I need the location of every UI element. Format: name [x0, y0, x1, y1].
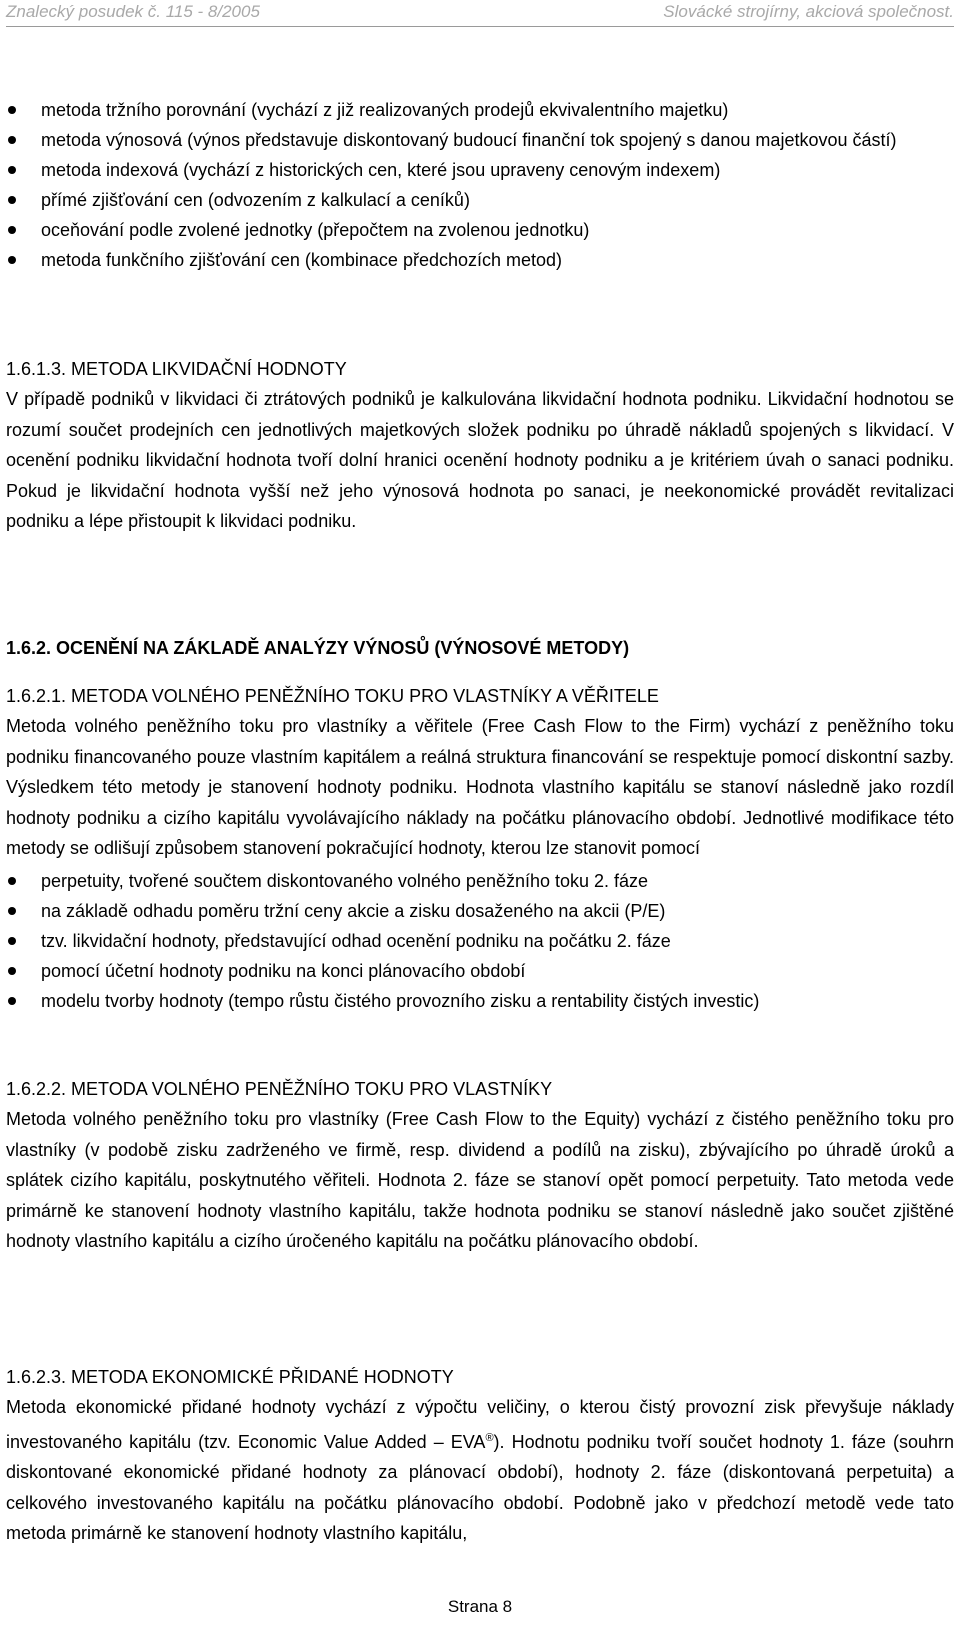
list-item: přímé zjišťování cen (odvozením z kalkulací a ceníků) — [6, 185, 954, 215]
list-item: perpetuity, tvořené součtem diskontovaného volného peněžního toku 2. fáze — [6, 866, 954, 896]
list-item: modelu tvorby hodnoty (tempo růstu čistého provozního zisku a rentability čistých investic) — [6, 986, 954, 1016]
paragraph-text: Metoda ekonomické přidané hodnoty vychází z výpočtu veličiny, o kterou čistý provozní zisk převyšuje náklady investovaného kapitálu (tzv. Economic Value Added – EVA — [6, 1397, 954, 1452]
page-number: Strana 8 — [447, 1597, 513, 1616]
page-footer — [0, 1597, 960, 1617]
section-1621 — [6, 681, 954, 1016]
header-document-title: Znalecký posudek č. 115 - 8/2005 — [6, 2, 260, 21]
list-item: tzv. likvidační hodnoty, představující odhad ocenění podniku na počátku 2. fáze — [6, 926, 954, 956]
section-heading-bold: 1.6.2. OCENĚNÍ NA ZÁKLADĚ ANALÝZY VÝNOSŮ (VÝNOSOVÉ METODY) — [6, 638, 630, 658]
list-item: pomocí účetní hodnoty podniku na konci plánovacího období — [6, 956, 954, 986]
list-item: oceňování podle zvolené jednotky (přepočtem na zvolenou jednotku) — [6, 215, 954, 245]
section-paragraph: Metoda volného peněžního toku pro vlastníky a věřitele (Free Cash Flow to the Firm) vychází z peněžního toku podniku financovaného pouze vlastním kapitálem a reálná struktura financování se respektuje pomocí diskontní sazby. Výsledkem této metody je stanovení hodnoty podniku. Hodnota vlastního kapitálu se stanoví následně jako rozdíl hodnoty podniku a cizího kapitálu vyvolávajícího náklady na počátku plánovacího období. Jednotlivé modifikace této metody se odlišují způsobem stanovení pokračující hodnoty, kterou lze stanovit pomocí — [6, 716, 954, 858]
list-item: metoda výnosová (výnos představuje diskontovaný budoucí finanční tok spojený s danou majetkovou částí) — [6, 125, 954, 155]
section-paragraph: V případě podniků v likvidaci či ztrátových podniků je kalkulována likvidační hodnota podniku. Likvidační hodnotou se rozumí součet prodejních cen jednotlivých majetkových složek podniku po úhradě nákladů spojených s likvidací. V ocenění podniku likvidační hodnota tvoří dolní hranici ocenění hodnoty podniku a je kritériem úvah o sanaci podniku. Pokud je likvidační hodnota vyšší než jeho výnosová hodnota po sanaci, je neekonomické provádět revitalizaci podniku a lépe přistoupit k likvidaci podniku. — [6, 389, 954, 531]
list-item: metoda indexová (vychází z historických cen, které jsou upraveny cenovým indexem) — [6, 155, 954, 185]
section-1622 — [6, 1074, 954, 1257]
continuing-value-bullet-list — [6, 866, 954, 1016]
list-item: metoda tržního porovnání (vychází z již realizovaných prodejů ekvivalentního majetku) — [6, 95, 954, 125]
section-heading: 1.6.1.3. METODA LIKVIDAČNÍ HODNOTY — [6, 359, 347, 379]
page-header — [6, 0, 954, 27]
methods-list-section — [6, 95, 954, 275]
list-item: metoda funkčního zjišťování cen (kombinace předchozích metod) — [6, 245, 954, 275]
paragraph-text: ). Hodnotu podniku tvoří součet hodnoty 1. fáze (souhrn diskontované ekonomické přidané hodnoty za plánovací období), hodnoty 2. fáze (diskontovaná perpetuita) a celkového investovaného kapitálu na počátku plánovacího období. Podobně jako v předchozí metodě vede tato metoda primárně ke stanovení hodnoty vlastního kapitálu, — [6, 1431, 954, 1543]
section-1613 — [6, 354, 954, 537]
list-item: na základě odhadu poměru tržní ceny akcie a zisku dosaženého na akcii (P/E) — [6, 896, 954, 926]
section-heading: 1.6.2.1. METODA VOLNÉHO PENĚŽNÍHO TOKU PRO VLASTNÍKY A VĚŘITELE — [6, 686, 659, 706]
registered-mark: ® — [485, 1431, 494, 1444]
section-heading: 1.6.2.2. METODA VOLNÉHO PENĚŽNÍHO TOKU PRO VLASTNÍKY — [6, 1079, 553, 1099]
section-162 — [6, 633, 954, 663]
header-company-name: Slovácké strojírny, akciová společnost. — [663, 2, 954, 21]
section-heading: 1.6.2.3. METODA EKONOMICKÉ PŘIDANÉ HODNOTY — [6, 1367, 454, 1387]
section-1623 — [6, 1362, 954, 1549]
methods-bullet-list — [6, 95, 954, 275]
section-paragraph — [6, 1392, 954, 1549]
section-paragraph: Metoda volného peněžního toku pro vlastníky (Free Cash Flow to the Equity) vychází z čistého peněžního toku pro vlastníky (v podobě zisku zadrženého ve firmě, resp. dividend a podílů na zisku), zbývajícího po úhradě úroků a splátek cizího kapitálu, poskytnutého věřiteli. Hodnota 2. fáze se stanoví opět pomocí perpetuity. Tato metoda vede primárně ke stanovení hodnoty vlastního kapitálu, takže hodnota podniku se stanoví následně jako součet zjištěné hodnoty vlastního kapitálu a cizího úročeného kapitálu na počátku plánovacího období. — [6, 1109, 954, 1251]
